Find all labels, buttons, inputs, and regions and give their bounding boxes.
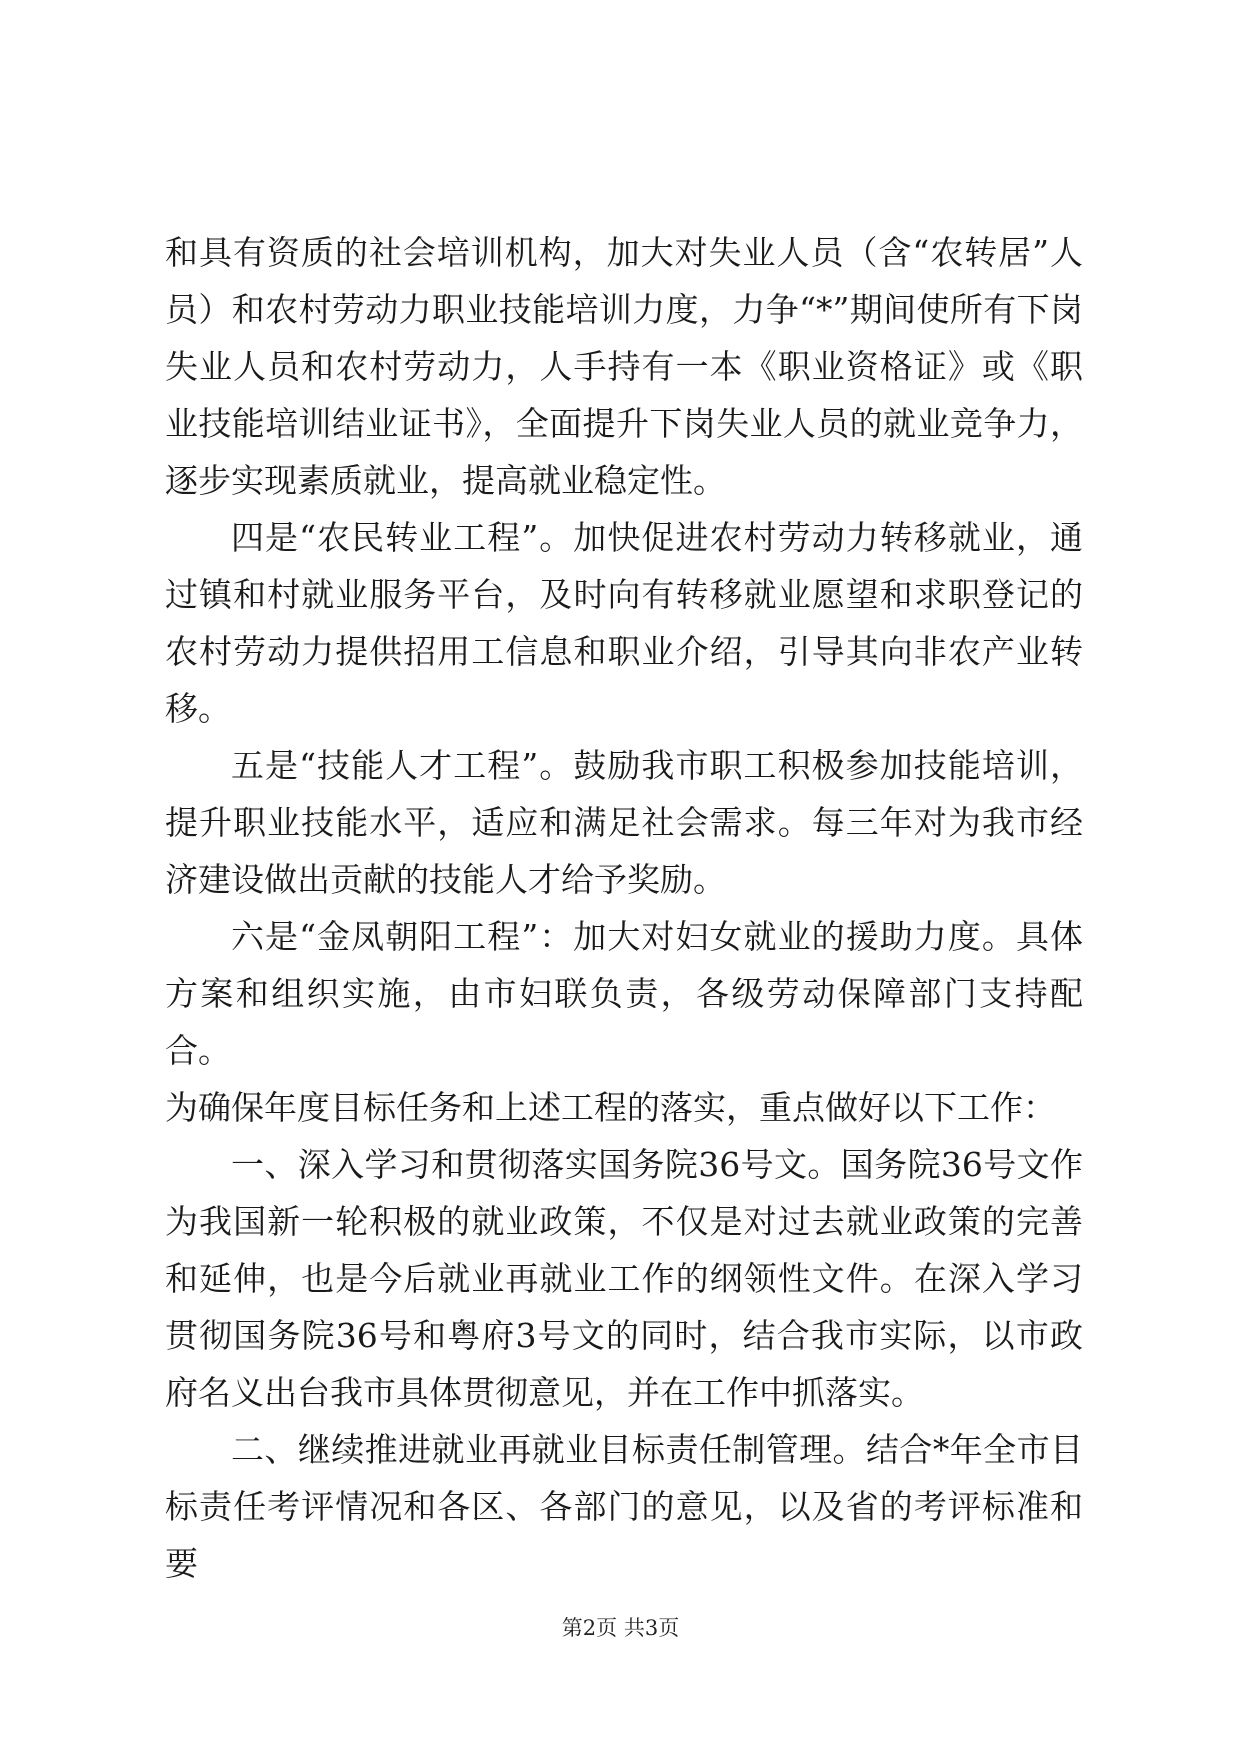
paragraph-4: 六是“金凤朝阳工程”：加大对妇女就业的援助力度。具体方案和组织实施，由市妇联负责，各级劳动保障部门支持配合。 (165, 917, 1083, 1070)
paragraph-5: 为确保年度目标任务和上述工程的落实，重点做好以下工作： (165, 1088, 1056, 1127)
document-body (165, 224, 1083, 1592)
paragraph-2: 四是“农民转业工程”。加快促进农村劳动力转移就业，通过镇和村就业服务平台，及时向有转移就业愿望和求职登记的农村劳动力提供招用工信息和职业介绍，引导其向非农产业转移。 (165, 518, 1083, 728)
paragraph-7: 二、继续推进就业再就业目标责任制管理。结合*年全市目标责任考评情况和各区、各部门的意见，以及省的考评标准和要 (165, 1430, 1083, 1583)
page-number: 第2页 共3页 (561, 1616, 680, 1640)
paragraph-1: 和具有资质的社会培训机构，加大对失业人员（含“农转居”人员）和农村劳动力职业技能培训力度，力争“*”期间使所有下岗失业人员和农村劳动力，人手持有一本《职业资格证》或《职业技能培训结业证书》，全面提升下岗失业人员的就业竞争力，逐步实现素质就业，提高就业稳定性。 (165, 233, 1083, 500)
paragraph-3: 五是“技能人才工程”。鼓励我市职工积极参加技能培训，提升职业技能水平，适应和满足社会需求。每三年对为我市经济建设做出贡献的技能人才给予奖励。 (165, 746, 1083, 899)
page-footer (0, 1612, 1241, 1642)
paragraph-6: 一、深入学习和贯彻落实国务院36号文。国务院36号文作为我国新一轮积极的就业政策，不仅是对过去就业政策的完善和延伸，也是今后就业再就业工作的纲领性文件。在深入学习贯彻国务院36号和粤府3号文的同时，结合我市实际，以市政府名义出台我市具体贯彻意见，并在工作中抓落实。 (165, 1145, 1083, 1412)
